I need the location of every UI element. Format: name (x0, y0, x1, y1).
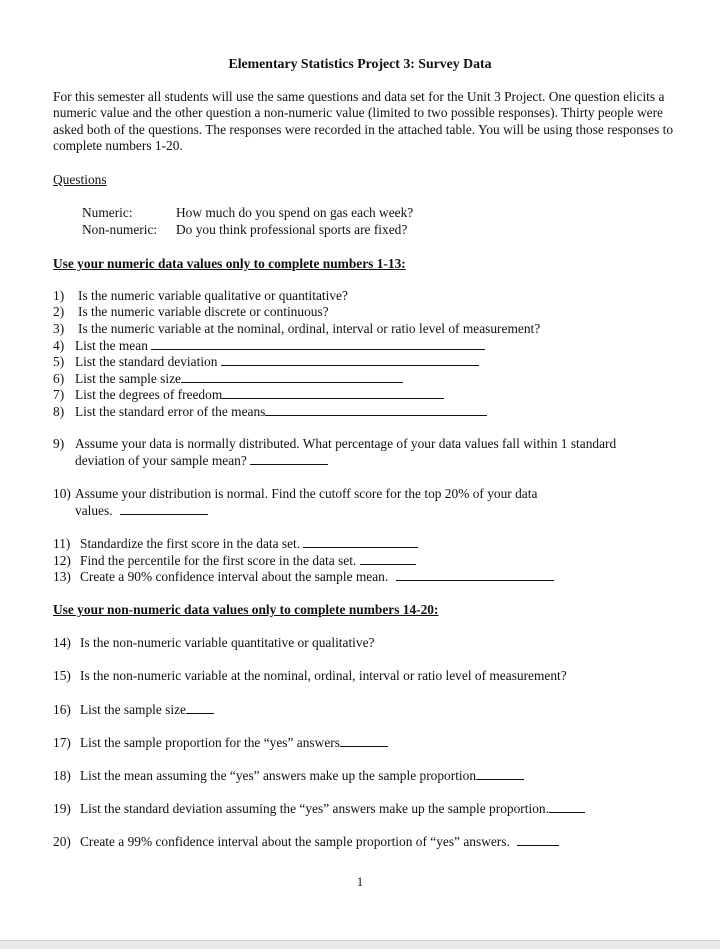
item-number: 4) (53, 338, 65, 353)
item-number: 14) (53, 635, 71, 650)
questions-heading: Questions (53, 172, 107, 187)
item-number: 17) (53, 735, 71, 750)
item-text-line2: deviation of your sample mean? (75, 453, 247, 468)
item-text: List the sample size (80, 702, 186, 717)
item-text-line1: Assume your data is normally distributed. What percentage of your data values fall within 1 standard (75, 436, 617, 451)
question-item (53, 304, 329, 320)
answer-blank[interactable] (396, 568, 554, 581)
question-item (53, 321, 540, 337)
item-text-line1: Assume your distribution is normal. Find the cutoff score for the top 20% of your data (75, 486, 538, 501)
question-item (53, 568, 554, 585)
page-number: 1 (356, 875, 364, 889)
item-text: List the standard deviation (75, 354, 218, 369)
answer-blank[interactable] (360, 552, 416, 565)
item-number: 2) (53, 304, 65, 319)
item-number: 7) (53, 387, 65, 402)
item-text: Is the numeric variable at the nominal, ordinal, interval or ratio level of measurement? (78, 321, 541, 336)
question-item (53, 701, 214, 718)
item-number: 18) (53, 768, 71, 783)
item-text: List the mean (75, 338, 148, 353)
section1-heading: Use your numeric data values only to complete numbers 1-13: (53, 256, 406, 271)
item-number: 10) (53, 486, 71, 501)
question-item (53, 635, 374, 651)
item-number: 19) (53, 801, 71, 816)
answer-blank[interactable] (265, 403, 487, 416)
question-item (53, 734, 388, 751)
item-text: List the standard deviation assuming the “yes” answers make up the sample proportion. (80, 801, 549, 816)
item-text-line2: values. (75, 503, 113, 518)
question-item (53, 668, 567, 684)
question-item (53, 403, 487, 420)
item-number: 1) (53, 288, 65, 303)
answer-blank[interactable] (476, 767, 524, 780)
question-item (53, 353, 479, 370)
item-text: List the sample proportion for the “yes” answers (80, 735, 340, 750)
answer-blank[interactable] (186, 701, 214, 714)
question-item (53, 288, 348, 304)
item-number: 9) (53, 436, 65, 451)
answer-blank[interactable] (250, 452, 328, 465)
item-number: 13) (53, 569, 71, 584)
answer-blank[interactable] (120, 502, 208, 515)
nonnumeric-label: Non-numeric: (82, 222, 158, 237)
answer-blank[interactable] (151, 337, 485, 350)
question-item (53, 535, 418, 552)
question-item (53, 552, 416, 569)
item-text: List the standard error of the means (75, 404, 266, 419)
document-title: Elementary Statistics Project 3: Survey Data (228, 56, 492, 71)
item-text: List the mean assuming the “yes” answers make up the sample proportion (80, 768, 477, 783)
item-number: 11) (53, 536, 71, 551)
item-text: List the sample size (75, 371, 181, 386)
item-number: 5) (53, 354, 65, 369)
item-text: Is the numeric variable qualitative or quantitative? (78, 288, 348, 303)
question-item (53, 370, 403, 387)
item-number: 16) (53, 702, 71, 717)
question-item (53, 486, 537, 502)
item-text: Is the non-numeric variable quantitative or qualitative? (80, 635, 375, 650)
numeric-question: How much do you spend on gas each week? (176, 205, 414, 220)
intro-paragraph: For this semester all students will use the same questions and data set for the Unit 3 Project. One question elicits a numeric value and the other question a non-numeric value (limited to two possible responses). Thirty people were asked both of the questions. The responses were recorded in the attached table. You will be using those responses to complete numbers 1-20. (53, 89, 674, 154)
question-item (53, 767, 524, 784)
item-number: 20) (53, 834, 71, 849)
answer-blank[interactable] (181, 370, 403, 383)
item-number: 12) (53, 553, 71, 568)
item-text: List the degrees of freedom (75, 387, 223, 402)
section2-heading: Use your non-numeric data values only to complete numbers 14-20: (53, 602, 439, 617)
item-number: 6) (53, 371, 65, 386)
answer-blank[interactable] (340, 734, 388, 747)
nonnumeric-question: Do you think professional sports are fixed? (176, 222, 408, 237)
question-item (53, 800, 585, 817)
item-text: Is the non-numeric variable at the nominal, ordinal, interval or ratio level of measurement? (80, 668, 567, 683)
numeric-label: Numeric: (82, 205, 133, 220)
item-text: Create a 90% confidence interval about the sample mean. (80, 569, 389, 584)
item-text: Is the numeric variable discrete or continuous? (78, 304, 329, 319)
question-item-continued (75, 452, 328, 469)
item-number: 15) (53, 668, 71, 683)
question-item (53, 337, 485, 354)
question-item (53, 386, 444, 403)
question-item (53, 436, 616, 452)
item-number: 8) (53, 404, 65, 419)
item-number: 3) (53, 321, 65, 336)
answer-blank[interactable] (549, 800, 585, 813)
answer-blank[interactable] (303, 535, 418, 548)
answer-blank[interactable] (517, 833, 559, 846)
item-text: Find the percentile for the first score in the data set. (80, 553, 357, 568)
answer-blank[interactable] (221, 353, 479, 366)
question-item-continued (75, 502, 208, 519)
item-text: Create a 99% confidence interval about the sample proportion of “yes” answers. (80, 834, 510, 849)
question-item (53, 833, 559, 850)
answer-blank[interactable] (222, 386, 444, 399)
item-text: Standardize the first score in the data set. (80, 536, 301, 551)
